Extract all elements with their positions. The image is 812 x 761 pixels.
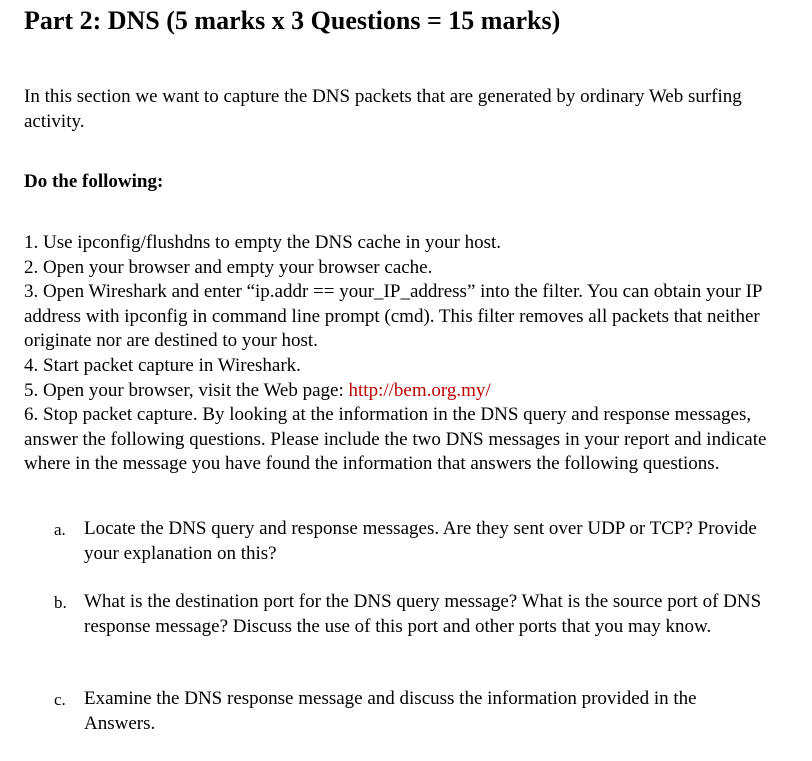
- step-item: 3. Open Wireshark and enter “ip.addr == your_IP_address” into the filter. You can obtain your IP address with ipconfig in command line prompt (cmd). This filter removes all packets that neither originate nor are destined to your host.: [24, 281, 762, 352]
- web-page-link[interactable]: http://bem.org.my/: [348, 379, 491, 401]
- section-title: Part 2: DNS (5 marks x 3 Questions = 15 marks): [24, 6, 561, 35]
- step-item: 4. Start packet capture in Wireshark.: [24, 354, 301, 376]
- instructions-heading: Do the following:: [24, 171, 164, 192]
- question-text: Locate the DNS query and response messages. Are they sent over UDP or TCP? Provide your explanation on this?: [84, 518, 757, 564]
- intro-paragraph: In this section we want to capture the DNS packets that are generated by ordinary Web surfing activity.: [24, 86, 742, 132]
- step-item: 6. Stop packet capture. By looking at the information in the DNS query and response messages, answer the following questions. Please include the two DNS messages in your report and indicate where in the message you have found the information that answers the following questions.: [24, 404, 767, 475]
- question-letter: c.: [54, 690, 66, 709]
- step-item: 1. Use ipconfig/flushdns to empty the DNS cache in your host.: [24, 232, 502, 253]
- question-letter: a.: [54, 520, 66, 539]
- question-text: What is the destination port for the DNS query message? What is the source port of DNS response message? Discuss the use of this port and other ports that you may know.: [84, 591, 762, 637]
- step-item: 2. Open your browser and empty your browser cache.: [24, 256, 433, 278]
- question-letter: b.: [54, 593, 67, 612]
- steps-list: [24, 231, 789, 477]
- step-text: 5. Open your browser, visit the Web page:: [24, 379, 349, 401]
- question-text: Examine the DNS response message and discuss the information provided in the Answers.: [84, 688, 697, 734]
- step-item: [24, 379, 789, 404]
